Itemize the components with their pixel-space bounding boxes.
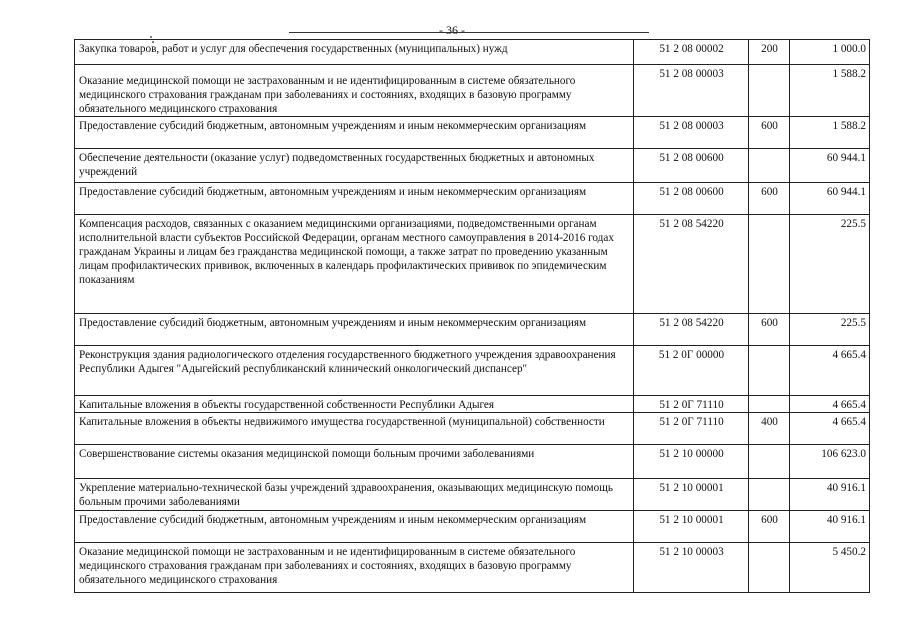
scan-speck — [150, 36, 152, 38]
amount: 5 450.2 — [790, 543, 870, 593]
expense-type: 600 — [749, 117, 790, 149]
table-row — [75, 65, 870, 117]
table-row — [75, 117, 870, 149]
expense-name: Реконструкция здания радиологического отделения государственного бюджетного учреждения здравоохранения Республики Адыгея "Адыгейский республиканский клинический онкологический диспансер" — [75, 346, 634, 396]
amount: 225.5 — [790, 314, 870, 346]
expense-type — [749, 543, 790, 593]
table-row — [75, 413, 870, 445]
budget-code: 51 2 0Г 71110 — [634, 413, 749, 445]
expense-type: 600 — [749, 314, 790, 346]
expense-type — [749, 346, 790, 396]
expense-type — [749, 445, 790, 479]
expense-name: Совершенствование системы оказания медицинской помощи больным прочими заболеваниями — [75, 445, 634, 479]
expense-type — [749, 396, 790, 413]
budget-code: 51 2 10 00001 — [634, 479, 749, 511]
table-row — [75, 314, 870, 346]
budget-table — [74, 39, 870, 593]
amount: 1 588.2 — [790, 65, 870, 117]
expense-name: Закупка товаров, работ и услуг для обеспечения государственных (муниципальных) нужд — [75, 40, 634, 65]
amount: 4 665.4 — [790, 413, 870, 445]
table-row — [75, 346, 870, 396]
amount: 225.5 — [790, 215, 870, 314]
table-row — [75, 543, 870, 593]
expense-name: Оказание медицинской помощи не застрахованным и не идентифицированным в системе обязательного медицинского страхования гражданам при заболеваниях и состояниях, входящих в базовую программу обязательного медицинского страхования — [75, 543, 634, 593]
budget-code: 51 2 08 00600 — [634, 149, 749, 183]
expense-type — [749, 65, 790, 117]
expense-type — [749, 215, 790, 314]
table-row — [75, 396, 870, 413]
budget-code: 51 2 08 00002 — [634, 40, 749, 65]
expense-type: 600 — [749, 183, 790, 215]
amount: 60 944.1 — [790, 183, 870, 215]
expense-name: Укрепление материально-технической базы учреждений здравоохранения, оказывающих медицинскую помощь больным прочими заболеваниями — [75, 479, 634, 511]
budget-code: 51 2 08 54220 — [634, 314, 749, 346]
budget-code: 51 2 10 00001 — [634, 511, 749, 543]
table-row — [75, 40, 870, 65]
budget-code: 51 2 08 54220 — [634, 215, 749, 314]
amount: 1 000.0 — [790, 40, 870, 65]
expense-name: Предоставление субсидий бюджетным, автономным учреждениям и иным некоммерческим организациям — [75, 314, 634, 346]
expense-name: Капитальные вложения в объекты государственной собственности Республики Адыгея — [75, 396, 634, 413]
expense-type: 200 — [749, 40, 790, 65]
table-row — [75, 511, 870, 543]
expense-name: Предоставление субсидий бюджетным, автономным учреждениям и иным некоммерческим организациям — [75, 183, 634, 215]
expense-name: Оказание медицинской помощи не застрахованным и не идентифицированным в системе обязательного медицинского страхования гражданам при заболеваниях и состояниях, входящих в базовую программу обязательного медицинского страхования — [75, 65, 634, 117]
expense-name: Предоставление субсидий бюджетным, автономным учреждениям и иным некоммерческим организациям — [75, 117, 634, 149]
expense-name: Капитальные вложения в объекты недвижимого имущества государственной (муниципальной) собственности — [75, 413, 634, 445]
budget-code: 51 2 0Г 00000 — [634, 346, 749, 396]
expense-type — [749, 479, 790, 511]
expense-name: Предоставление субсидий бюджетным, автономным учреждениям и иным некоммерческим организациям — [75, 511, 634, 543]
amount: 40 916.1 — [790, 511, 870, 543]
budget-code: 51 2 08 00003 — [634, 117, 749, 149]
expense-type — [749, 149, 790, 183]
amount: 106 623.0 — [790, 445, 870, 479]
amount: 4 665.4 — [790, 396, 870, 413]
expense-type: 600 — [749, 511, 790, 543]
expense-name: Компенсация расходов, связанных с оказанием медицинскими организациями, подведомственными органам исполнительной власти субъектов Российской Федерации, органам местного самоуправления в 2014-2016 годах гражданам Украины и лицам без гражданства медицинской помощи, а также затрат по проведению указанным лицам профилактических прививок, включенных в календарь профилактических прививок по эпидемическим показаниям — [75, 215, 634, 314]
table-row — [75, 445, 870, 479]
budget-code: 51 2 0Г 71110 — [634, 396, 749, 413]
table-row — [75, 149, 870, 183]
budget-code: 51 2 10 00000 — [634, 445, 749, 479]
expense-type: 400 — [749, 413, 790, 445]
amount: 40 916.1 — [790, 479, 870, 511]
budget-code: 51 2 08 00600 — [634, 183, 749, 215]
table-row — [75, 215, 870, 314]
amount: 1 588.2 — [790, 117, 870, 149]
page-number: - 36 - — [439, 23, 465, 37]
budget-code: 51 2 10 00003 — [634, 543, 749, 593]
amount: 60 944.1 — [790, 149, 870, 183]
expense-name: Обеспечение деятельности (оказание услуг) подведомственных государственных бюджетных и автономных учреждений — [75, 149, 634, 183]
amount: 4 665.4 — [790, 346, 870, 396]
table-row — [75, 183, 870, 215]
budget-code: 51 2 08 00003 — [634, 65, 749, 117]
table-row — [75, 479, 870, 511]
